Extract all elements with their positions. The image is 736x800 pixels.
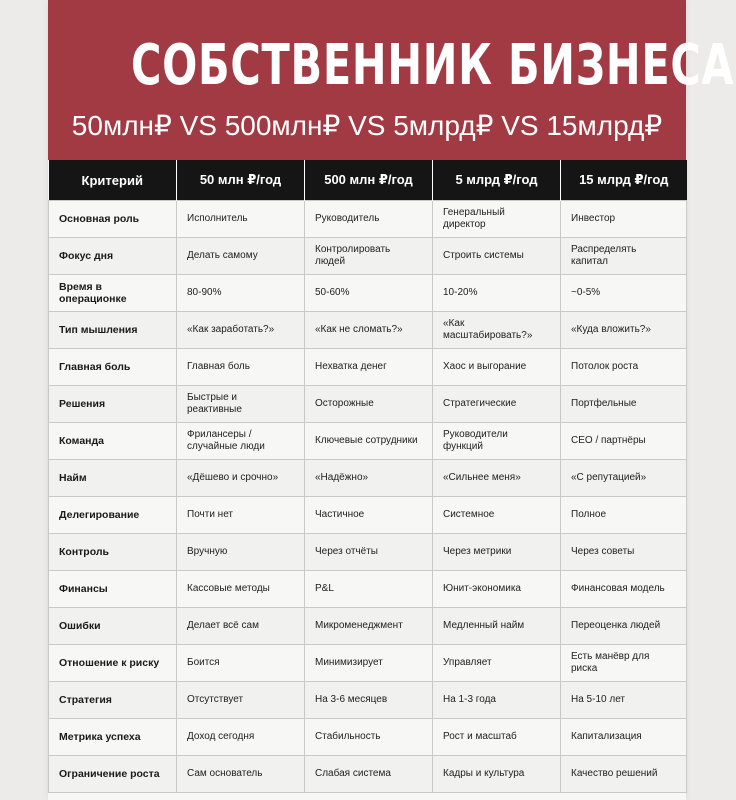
value-cell: Фрилансеры / случайные люди: [177, 423, 305, 460]
value-cell: Юнит-экономика: [433, 571, 561, 608]
value-cell: «Надёжно»: [305, 460, 433, 497]
criterion-cell: Основная роль: [49, 201, 177, 238]
table-row: [49, 386, 687, 423]
value-cell: Нехватка денег: [305, 349, 433, 386]
value-cell: «Сильнее меня»: [433, 460, 561, 497]
value-cell: Полное: [561, 497, 687, 534]
value-cell: Контролировать людей: [305, 238, 433, 275]
value-cell: Стратегические: [433, 386, 561, 423]
criterion-cell: Делегирование: [49, 497, 177, 534]
value-cell: На 1-3 года: [433, 682, 561, 719]
value-cell: Инвестор: [561, 201, 687, 238]
table-row: [49, 312, 687, 349]
value-cell: Переоценка людей: [561, 608, 687, 645]
value-cell: Системное: [433, 497, 561, 534]
value-cell: Руководители функций: [433, 423, 561, 460]
criterion-cell: Фокус дня: [49, 238, 177, 275]
criterion-cell: Стратегия: [49, 682, 177, 719]
criterion-cell: Решения: [49, 386, 177, 423]
value-cell: Кассовые методы: [177, 571, 305, 608]
table-row: [49, 534, 687, 571]
criterion-cell: Тип мышления: [49, 312, 177, 349]
value-cell: На 3-6 месяцев: [305, 682, 433, 719]
value-cell: Слабая система: [305, 756, 433, 793]
value-cell: Хаос и выгорание: [433, 349, 561, 386]
criterion-cell: Главная боль: [49, 349, 177, 386]
value-cell: Стабильность: [305, 719, 433, 756]
column-header: 5 млрд ₽/год: [433, 160, 561, 201]
page-subtitle: 50млн₽ VS 500млн₽ VS 5млрд₽ VS 15млрд₽: [71, 110, 663, 141]
column-header: 50 млн ₽/год: [177, 160, 305, 201]
table-row: [49, 497, 687, 534]
value-cell: Строить системы: [433, 238, 561, 275]
value-cell: Распределять капитал: [561, 238, 687, 275]
value-cell: Сам основатель: [177, 756, 305, 793]
table-row: [49, 238, 687, 275]
value-cell: Генеральный директор: [433, 201, 561, 238]
value-cell: P&L: [305, 571, 433, 608]
value-cell: Доход сегодня: [177, 719, 305, 756]
value-cell: «Как масштабировать?»: [433, 312, 561, 349]
column-header: 500 млн ₽/год: [305, 160, 433, 201]
value-cell: Делает всё сам: [177, 608, 305, 645]
table-row: [49, 423, 687, 460]
value-cell: ~0-5%: [561, 275, 687, 312]
value-cell: CEO / партнёры: [561, 423, 687, 460]
value-cell: Боится: [177, 645, 305, 682]
value-cell: Медленный найм: [433, 608, 561, 645]
infographic-sheet: [48, 0, 735, 800]
value-cell: Осторожные: [305, 386, 433, 423]
table-row: [49, 460, 687, 497]
value-cell: Потолок роста: [561, 349, 687, 386]
table-body: [49, 201, 687, 793]
value-cell: 10-20%: [433, 275, 561, 312]
comparison-table: [48, 160, 687, 793]
value-cell: Ключевые сотрудники: [305, 423, 433, 460]
criterion-cell: Ограничение роста: [49, 756, 177, 793]
value-cell: Руководитель: [305, 201, 433, 238]
criterion-cell: Метрика успеха: [49, 719, 177, 756]
value-cell: Через метрики: [433, 534, 561, 571]
column-header: 15 млрд ₽/год: [561, 160, 687, 201]
value-cell: «Куда вложить?»: [561, 312, 687, 349]
column-header: Критерий: [49, 160, 177, 201]
value-cell: Качество решений: [561, 756, 687, 793]
value-cell: 80-90%: [177, 275, 305, 312]
value-cell: Отсутствует: [177, 682, 305, 719]
value-cell: Капитализация: [561, 719, 687, 756]
value-cell: Микроменеджмент: [305, 608, 433, 645]
value-cell: Управляет: [433, 645, 561, 682]
table-row: [49, 275, 687, 312]
table-row: [49, 756, 687, 793]
table-row: [49, 645, 687, 682]
table-row: [49, 719, 687, 756]
title-banner: [48, 0, 735, 160]
criterion-cell: Отношение к риску: [49, 645, 177, 682]
criterion-cell: Найм: [49, 460, 177, 497]
criterion-cell: Финансы: [49, 571, 177, 608]
value-cell: Через отчёты: [305, 534, 433, 571]
value-cell: Кадры и культура: [433, 756, 561, 793]
criterion-cell: Контроль: [49, 534, 177, 571]
value-cell: Частичное: [305, 497, 433, 534]
value-cell: «Как не сломать?»: [305, 312, 433, 349]
value-cell: «Дёшево и срочно»: [177, 460, 305, 497]
table-header-row: [49, 160, 687, 201]
value-cell: Быстрые и реактивные: [177, 386, 305, 423]
criterion-cell: Команда: [49, 423, 177, 460]
value-cell: Делать самому: [177, 238, 305, 275]
value-cell: Портфельные: [561, 386, 687, 423]
value-cell: На 5-10 лет: [561, 682, 687, 719]
value-cell: Исполнитель: [177, 201, 305, 238]
value-cell: «С репутацией»: [561, 460, 687, 497]
value-cell: Через советы: [561, 534, 687, 571]
table-row: [49, 201, 687, 238]
table-row: [49, 608, 687, 645]
value-cell: Главная боль: [177, 349, 305, 386]
table-row: [49, 349, 687, 386]
criterion-cell: Ошибки: [49, 608, 177, 645]
value-cell: 50-60%: [305, 275, 433, 312]
value-cell: Финансовая модель: [561, 571, 687, 608]
value-cell: Рост и масштаб: [433, 719, 561, 756]
criterion-cell: Время в операционке: [49, 275, 177, 312]
value-cell: Почти нет: [177, 497, 305, 534]
value-cell: Есть манёвр для риска: [561, 645, 687, 682]
table-row: [49, 682, 687, 719]
table-row: [49, 571, 687, 608]
value-cell: Минимизирует: [305, 645, 433, 682]
page-title: СОБСТВЕННИК БИЗНЕСА: [130, 33, 735, 98]
value-cell: «Как заработать?»: [177, 312, 305, 349]
value-cell: Вручную: [177, 534, 305, 571]
